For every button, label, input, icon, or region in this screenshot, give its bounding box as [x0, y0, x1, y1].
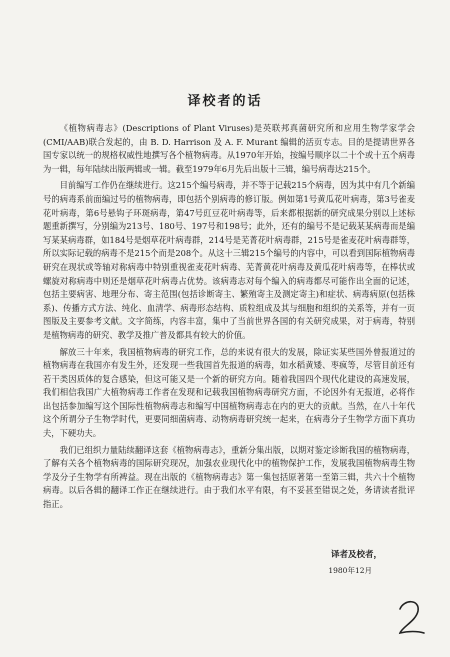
page-title: 译校者的话: [187, 94, 263, 109]
body-text: [43, 122, 415, 515]
paragraph-1: 《植物病毒志》(Descriptions of Plant Viruses)是英联邦真菌研究所和应用生物学家学会(CMI/AAB)联合发起的，由 B. D. Harrison 及 A. F. Murant 编辑的活页专志。目的是提请世界各国专家以统一的规格权威性地撰写各个植物病毒。从1970年开始，按编号顺序以二十个或十五个病毒为一辑，每年陆续出版两辑或一辑。截至1979年6月先后出版十三辑，编号病毒达215个。: [43, 123, 415, 174]
date: 1980年12月: [328, 566, 372, 575]
paragraph-4: 我们已组织力量陆续翻译这套《植物病毒志》，重新分集出版，以期对鉴定诊断我国的植物病毒，了解有关各个植物病毒的国际研究现况，加强农业现代化中的植物保护工作，发展我国植物病毒生物学及分子生物学有所裨益。现在出版的《植物病毒志》第一集包括原著第一至第三辑，共六十个植物病毒。以后各辑的翻译工作正在继续进行。由于我们水平有限，有不妥甚至错误之处，务请读者批评指正。: [43, 444, 415, 510]
handwritten-mark-icon: [392, 595, 428, 639]
paragraph-3: 解放三十年来，我国植物病毒的研究工作，总的来说有很大的发展，除证实某些国外曾报道过的植物病毒在我国亦有发生外，还发现一些我国首先报道的病毒，如水稻黄矮、枣疯等，尽管目前还有若干类因质体的复合感染，但这可能又是一个新的研究方向。随着我国四个现代化建设的高速发展，我们相信我国广大植物病毒工作者在发现和记载我国植物病毒研究方面，不论因外有无报道，必将作出包括参加编写这个国际性植物病毒志和编写中国植物病毒志在内的更大的贡献。当然，在八十年代这个所谓分子生物学时代，更要同细菌病毒、动物病毒研究统一起来，在病毒分子生物学方面下真功夫，下硬功夫。: [43, 346, 415, 439]
paragraph-2: 目前编写工作仍在继续进行。这215个编号病毒，并不等于记载215个病毒，因为其中有几个新编号的病毒系前面编过号的植物病毒，即包括个别病毒的修订版。例如第1号黄瓜花叶病毒，第3号雀麦花叶病毒，第6号悬钩子环斑病毒，第47号豇豆花叶病毒等，后来都根据新的研究成果分别以上述标题重新撰写，分别编为213号、180号、197号和198号；此外，还有的编号不是记载某某病毒而是编写某某病毒群，如184号是烟草花叶病毒群，214号是芜菁花叶病毒群，215号是雀麦花叶病毒群等，所以实际记载的病毒不是215个而是208个。从这十三辑215个编号的内容中，可以看到国际植物病毒研究在现状或等轴对称病毒中特别重视雀麦花叶病毒、芜菁黄花叶病毒及黄瓜花叶病毒等，在棒状或螺旋对称病毒中则还是烟草花叶病毒占优势。该病毒志对每个编入的病毒都尽可能作出全面的记述，包括主要病害、地理分布、寄主范围(包括诊断寄主、繁殖寄主及测定寄主)和症状、病毒病原(包括株系)、传播方式方法、纯化、血清学、病毒形态结构、质粒组成及其与细胞和组织的关系等，并有一页图版及主要参考文献。文字简练，内容丰富，集中了当前世界各国的有关研究成果，对于病毒，特别是植物病毒的研究、教学及推广普及都具有较大的价值。: [43, 180, 415, 340]
signature: 译者及校者，: [330, 550, 382, 560]
